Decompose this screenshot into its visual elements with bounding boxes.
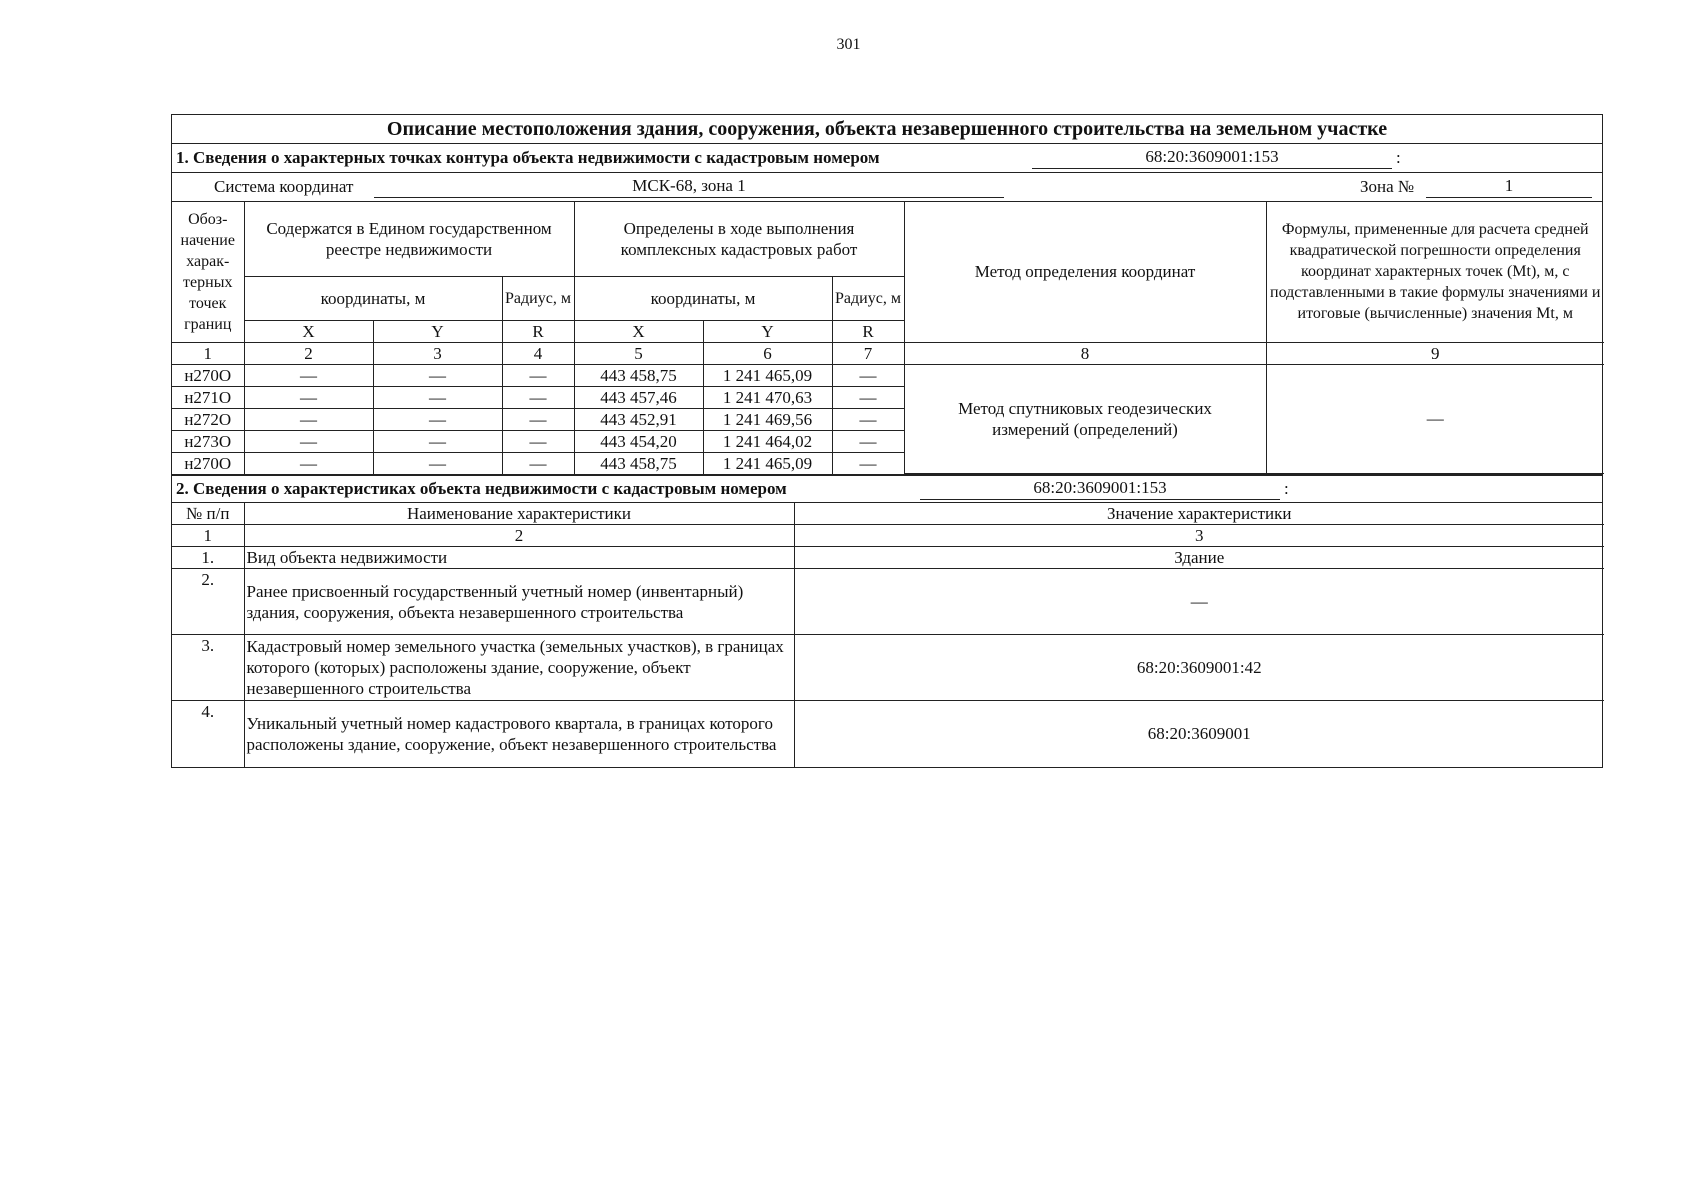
egrn-x: — bbox=[244, 452, 373, 474]
header-r-egrn: R bbox=[502, 320, 574, 342]
egrn-y: — bbox=[373, 386, 502, 408]
coord-system-value: МСК-68, зона 1 bbox=[374, 175, 1004, 198]
col-number: 1 bbox=[172, 342, 244, 364]
col-number: 1 bbox=[172, 525, 244, 547]
characteristic-value: 68:20:3609001:42 bbox=[794, 635, 1604, 701]
header-x-kkr: X bbox=[574, 320, 703, 342]
formulas-value: — bbox=[1266, 364, 1604, 474]
egrn-r: — bbox=[502, 452, 574, 474]
header-name: Наименование характеристики bbox=[244, 503, 794, 525]
egrn-y: — bbox=[373, 408, 502, 430]
egrn-y: — bbox=[373, 452, 502, 474]
characteristic-name: Вид объекта недвижимости bbox=[244, 547, 794, 569]
section1-cadastral-number: 68:20:3609001:153 bbox=[1032, 146, 1392, 169]
characteristics-col-numbers bbox=[172, 525, 1604, 547]
section1-heading: 1. Сведения о характерных точках контура объекта недвижимости с кадастровым номером bbox=[176, 148, 880, 167]
header-value: Значение характеристики bbox=[794, 503, 1604, 525]
egrn-x: — bbox=[244, 408, 373, 430]
column-numbers-row bbox=[172, 342, 1604, 364]
header-coords-kkr: координаты, м bbox=[574, 276, 832, 320]
egrn-r: — bbox=[502, 430, 574, 452]
egrn-x: — bbox=[244, 386, 373, 408]
egrn-r: — bbox=[502, 364, 574, 386]
kkr-y: 1 241 469,56 bbox=[703, 408, 832, 430]
section1-heading-line bbox=[172, 144, 1602, 173]
kkr-x: 443 458,75 bbox=[574, 452, 703, 474]
header-point-designation: Обоз-начение харак-терных точек границ bbox=[172, 202, 244, 342]
point-designation: н270О bbox=[172, 364, 244, 386]
characteristic-value: 68:20:3609001 bbox=[794, 701, 1604, 767]
section2-colon: : bbox=[1284, 479, 1289, 498]
kkr-r: — bbox=[832, 386, 904, 408]
characteristics-header-row bbox=[172, 503, 1604, 525]
point-designation: н271О bbox=[172, 386, 244, 408]
section2-heading: 2. Сведения о характеристиках объекта недвижимости с кадастровым номером bbox=[176, 479, 787, 498]
characteristic-name: Кадастровый номер земельного участка (земельных участков), в границах которого (которых) расположены здание, сооружение, объект незавершенного строительства bbox=[244, 635, 794, 701]
header-radius-egrn: Радиус, м bbox=[502, 276, 574, 320]
header-method: Метод определения координат bbox=[904, 202, 1266, 342]
col-number: 3 bbox=[373, 342, 502, 364]
document-sheet bbox=[171, 114, 1603, 768]
col-number: 8 bbox=[904, 342, 1266, 364]
col-number: 3 bbox=[794, 525, 1604, 547]
col-number: 5 bbox=[574, 342, 703, 364]
kkr-x: 443 458,75 bbox=[574, 364, 703, 386]
col-number: 2 bbox=[244, 342, 373, 364]
header-group-kkr: Определены в ходе выполнения комплексных кадастровых работ bbox=[574, 202, 904, 276]
row-number: 3. bbox=[172, 635, 244, 701]
characteristic-value: — bbox=[794, 569, 1604, 635]
point-designation: н273О bbox=[172, 430, 244, 452]
coord-system-label: Система координат bbox=[214, 177, 354, 196]
table-row bbox=[172, 547, 1604, 569]
kkr-r: — bbox=[832, 430, 904, 452]
characteristic-name: Ранее присвоенный государственный учетный номер (инвентарный) здания, сооружения, объекта незавершенного строительства bbox=[244, 569, 794, 635]
points-table bbox=[172, 202, 1604, 474]
header-y-kkr: Y bbox=[703, 320, 832, 342]
characteristic-value: Здание bbox=[794, 547, 1604, 569]
section2-heading-line bbox=[172, 475, 1602, 503]
section2-block bbox=[171, 475, 1603, 768]
egrn-r: — bbox=[502, 386, 574, 408]
table-row bbox=[172, 364, 1604, 386]
egrn-r: — bbox=[502, 408, 574, 430]
col-number: 2 bbox=[244, 525, 794, 547]
kkr-r: — bbox=[832, 408, 904, 430]
header-r-kkr: R bbox=[832, 320, 904, 342]
kkr-y: 1 241 465,09 bbox=[703, 364, 832, 386]
kkr-y: 1 241 464,02 bbox=[703, 430, 832, 452]
header-formulas: Формулы, примененные для расчета средней квадратической погрешности определения координат характерных точек (Mt), м, с подставленными в такие формулы значениями и итоговые (вычисленные) значения Mt, м bbox=[1266, 202, 1604, 342]
kkr-y: 1 241 465,09 bbox=[703, 452, 832, 474]
egrn-y: — bbox=[373, 364, 502, 386]
header-radius-kkr: Радиус, м bbox=[832, 276, 904, 320]
kkr-x: 443 457,46 bbox=[574, 386, 703, 408]
kkr-r: — bbox=[832, 452, 904, 474]
characteristics-table bbox=[172, 503, 1604, 767]
egrn-x: — bbox=[244, 430, 373, 452]
point-designation: н270О bbox=[172, 452, 244, 474]
col-number: 4 bbox=[502, 342, 574, 364]
zone-value: 1 bbox=[1426, 175, 1592, 198]
header-group-egrn: Содержатся в Едином государственном реестре недвижимости bbox=[244, 202, 574, 276]
header-num: № п/п bbox=[172, 503, 244, 525]
kkr-x: 443 454,20 bbox=[574, 430, 703, 452]
page-number: 301 bbox=[836, 36, 861, 53]
egrn-x: — bbox=[244, 364, 373, 386]
table-row bbox=[172, 569, 1604, 635]
document-title: Описание местоположения здания, сооружения, объекта незавершенного строительства на земельном участке bbox=[172, 115, 1602, 144]
header-x-egrn: X bbox=[244, 320, 373, 342]
kkr-x: 443 452,91 bbox=[574, 408, 703, 430]
row-number: 2. bbox=[172, 569, 244, 635]
col-number: 9 bbox=[1266, 342, 1604, 364]
coord-system-line bbox=[172, 173, 1602, 202]
col-number: 6 bbox=[703, 342, 832, 364]
method-value: Метод спутниковых геодезических измерений (определений) bbox=[904, 364, 1266, 474]
col-number: 7 bbox=[832, 342, 904, 364]
kkr-y: 1 241 470,63 bbox=[703, 386, 832, 408]
section1-block bbox=[171, 114, 1603, 475]
kkr-r: — bbox=[832, 364, 904, 386]
table-row bbox=[172, 701, 1604, 767]
egrn-y: — bbox=[373, 430, 502, 452]
header-coords-egrn: координаты, м bbox=[244, 276, 502, 320]
table-row bbox=[172, 635, 1604, 701]
section1-colon: : bbox=[1396, 148, 1401, 167]
row-number: 1. bbox=[172, 547, 244, 569]
zone-label: Зона № bbox=[1360, 177, 1415, 196]
section2-cadastral-number: 68:20:3609001:153 bbox=[920, 477, 1280, 500]
row-number: 4. bbox=[172, 701, 244, 767]
header-y-egrn: Y bbox=[373, 320, 502, 342]
point-designation: н272О bbox=[172, 408, 244, 430]
characteristic-name: Уникальный учетный номер кадастрового квартала, в границах которого расположены здание, сооружение, объект незавершенного строительства bbox=[244, 701, 794, 767]
